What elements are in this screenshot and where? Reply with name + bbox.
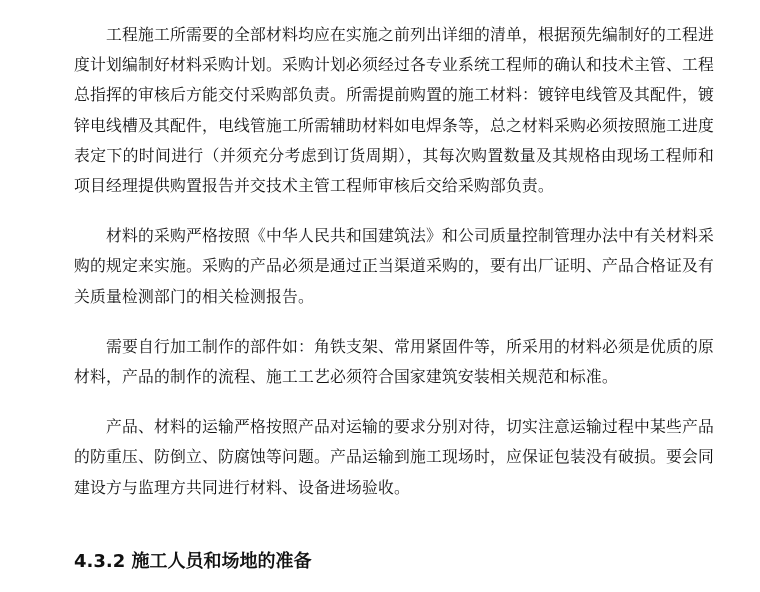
paragraph-self-fabrication: 需要自行加工制作的部件如：角铁支架、常用紧固件等，所采用的材料必须是优质的原材料，产品的制作的流程、施工工艺必须符合国家建筑安装相关规范和标准。 — [74, 336, 714, 387]
paragraph-procurement-standards: 材料的采购严格按照《中华人民共和国建筑法》和公司质量控制管理办法中有关材料采购的规定来实施。采购的产品必须是通过正当渠道采购的，要有出厂证明、产品合格证及有关质量检测部门的相关检测报告。 — [74, 226, 714, 306]
paragraph-transport: 产品、材料的运输严格按照产品对运输的要求分别对待，切实注意运输过程中某些产品的防重压、防倒立、防腐蚀等问题。产品运输到施工现场时，应保证包装没有破损。要会同建设方与监理方共同进行材料、设备进场验收。 — [74, 417, 714, 497]
section-heading: 4.3.2 施工人员和场地的准备 — [74, 551, 312, 572]
document-body — [74, 20, 714, 503]
paragraph-material-list: 工程施工所需要的全部材料均应在实施之前列出详细的清单，根据预先编制好的工程进度计划编制好材料采购计划。采购计划必须经过各专业系统工程师的确认和技术主管、工程总指挥的审核后方能交付采购部负责。所需提前购置的施工材料：镀锌电线管及其配件，镀锌电线槽及其配件，电线管施工所需辅助材料如电焊条等，总之材料采购必须按照施工进度表定下的时间进行（并须充分考虑到订货周期），其每次购置数量及其规格由现场工程师和项目经理提供购置报告并交技术主管工程师审核后交给采购部负责。 — [74, 25, 714, 196]
